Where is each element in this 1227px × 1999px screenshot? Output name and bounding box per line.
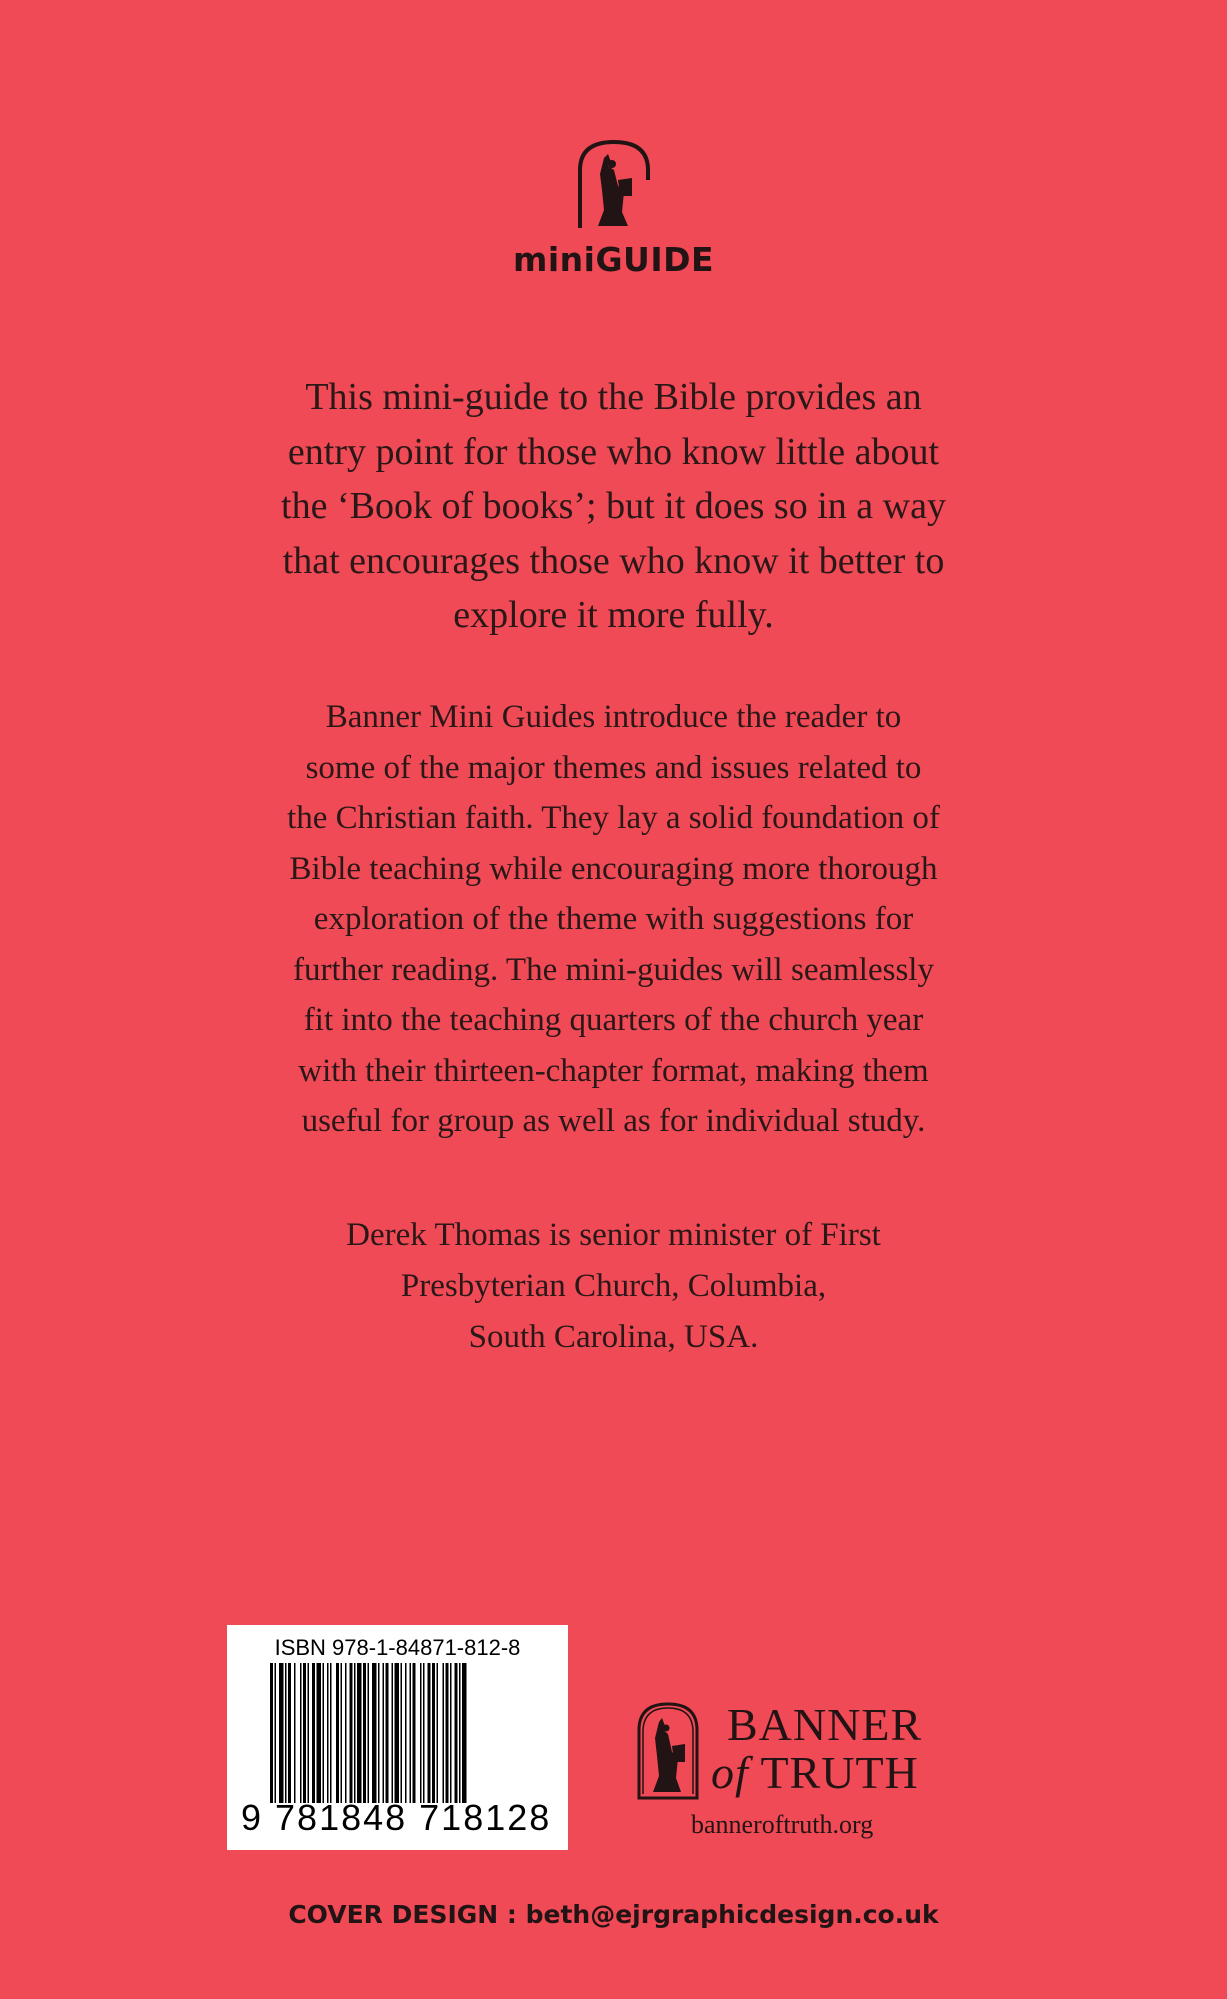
description-line: some of the major themes and issues related to: [305, 749, 922, 786]
barcode-bar: [354, 1663, 356, 1803]
barcode-bar: [410, 1663, 412, 1803]
barcode-bar: [423, 1663, 425, 1803]
barcode-bar: [317, 1663, 322, 1803]
barcode-bar: [285, 1663, 287, 1803]
barcode-bar: [420, 1663, 422, 1803]
barcode-bar: [386, 1663, 389, 1803]
description-line: fit into the teaching quarters of the church year: [303, 1002, 924, 1038]
series-logo: [0, 140, 1227, 230]
publisher-url: banneroftruth.org: [691, 1810, 874, 1839]
blurb-line: This mini-guide to the Bible provides an: [305, 376, 922, 418]
barcode-bar: [312, 1663, 315, 1803]
barcode-bar: [294, 1663, 296, 1803]
barcode-bar: [288, 1663, 291, 1803]
description-line: with their thirteen-chapter format, making them: [298, 1052, 929, 1089]
barcode-bar: [428, 1663, 431, 1803]
barcode-bar: [383, 1663, 385, 1803]
barcode-bar: [432, 1663, 435, 1803]
isbn-barcode: [227, 1625, 568, 1850]
barcode-bar: [323, 1663, 325, 1803]
barcode-bar: [363, 1663, 366, 1803]
barcode-bar: [270, 1663, 273, 1803]
barcode-bar: [345, 1663, 347, 1803]
publisher-logo: [635, 1700, 955, 1860]
preacher-emblem-icon: [574, 140, 654, 230]
description-line: the Christian faith. They lay a solid foundation of: [287, 800, 940, 836]
barcode-bar: [330, 1663, 332, 1803]
book-blurb: [190, 370, 1037, 643]
description-line: Banner Mini Guides introduce the reader to: [325, 699, 902, 735]
barcode-bar: [327, 1663, 329, 1803]
barcode-bar: [300, 1663, 302, 1803]
barcode-bar: [455, 1663, 458, 1803]
series-name: miniGUIDE: [512, 240, 715, 279]
blurb-line: entry point for those who know little about: [287, 430, 940, 473]
publisher-name-line1: BANNER: [727, 1699, 923, 1750]
barcode-bar: [372, 1663, 377, 1803]
barcode-bar: [401, 1663, 403, 1803]
barcode-bar: [462, 1663, 467, 1803]
barcode-bar: [459, 1663, 461, 1803]
blurb-line: that encourages those who know it better to: [282, 539, 945, 582]
barcode-digits: 9 781848 718128: [241, 1797, 552, 1838]
cover-design-credit: COVER DESIGN : beth@ejrgraphicdesign.co.uk: [288, 1900, 939, 1929]
barcode-bar: [350, 1663, 353, 1803]
series-description: [190, 692, 1037, 1147]
bio-line: Derek Thomas is senior minister of First: [346, 1217, 881, 1253]
blurb-line: the ‘Book of books’; but it does so in a way: [281, 485, 946, 527]
publisher-name-line2: [711, 1748, 919, 1798]
barcode-bar: [308, 1663, 310, 1803]
barcode-bar: [378, 1663, 380, 1803]
barcode-bars: [270, 1663, 532, 1803]
description-line: further reading. The mini-guides will seamlessly: [293, 951, 934, 988]
isbn-label: ISBN 978-1-84871-812-8: [274, 1635, 521, 1660]
description-line: useful for group as well as for individual study.: [301, 1103, 926, 1139]
barcode-bar: [443, 1663, 445, 1803]
preacher-emblem-icon: [635, 1700, 701, 1800]
barcode-bar: [368, 1663, 370, 1803]
bio-line: Presbyterian Church, Columbia,: [400, 1268, 827, 1304]
barcode-bar: [357, 1663, 362, 1803]
description-line: Bible teaching while encouraging more thorough: [289, 850, 938, 887]
barcode-bar: [336, 1663, 339, 1803]
publisher-name-of: of: [711, 1747, 749, 1798]
barcode-bar: [341, 1663, 343, 1803]
publisher-name-truth: TRUTH: [760, 1747, 919, 1798]
barcode-bar: [405, 1663, 407, 1803]
barcode-bar: [413, 1663, 416, 1803]
blurb-line: explore it more fully.: [453, 594, 774, 636]
barcode-bar: [392, 1663, 394, 1803]
barcode-bar: [446, 1663, 449, 1803]
barcode-bar: [275, 1663, 277, 1803]
barcode-bar: [303, 1663, 306, 1803]
barcode-bar: [450, 1663, 452, 1803]
bio-line: South Carolina, USA.: [468, 1319, 759, 1355]
author-bio: [190, 1210, 1037, 1363]
description-line: exploration of the theme with suggestions for: [313, 901, 914, 937]
barcode-bar: [279, 1663, 284, 1803]
barcode-bar: [395, 1663, 400, 1803]
barcode-bar: [437, 1663, 439, 1803]
